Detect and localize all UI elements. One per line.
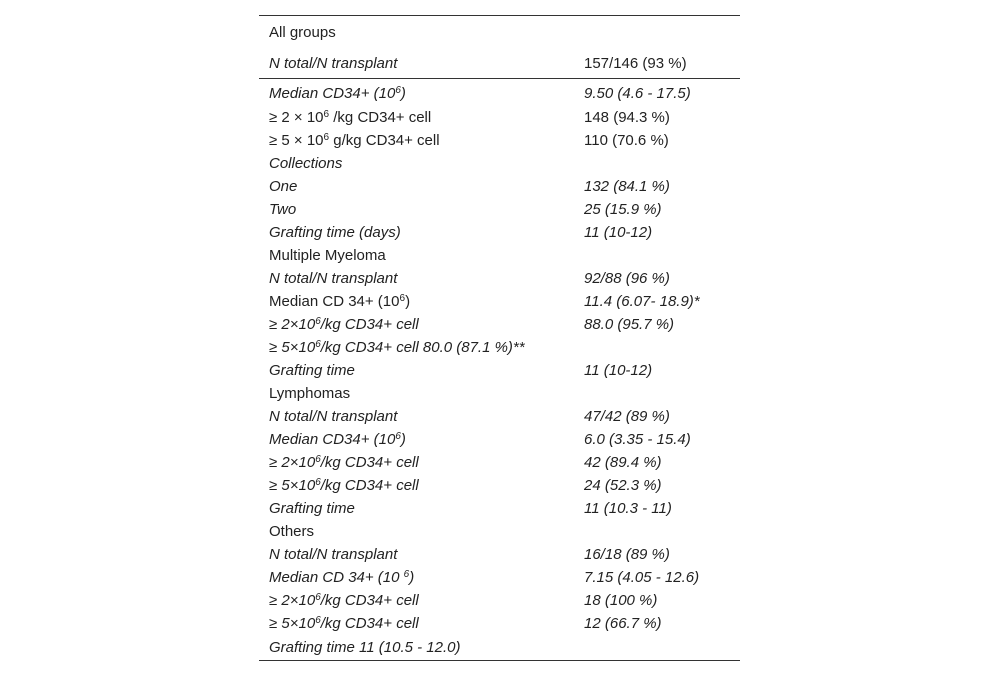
table-row — [259, 451, 740, 474]
row-label: ≥ $5\times 10^6/kg$ CD34+ cell — [269, 477, 419, 494]
table-row — [259, 152, 740, 175]
row-label: One — [269, 178, 298, 195]
table-row — [259, 359, 740, 382]
section-label: Lymphomas — [269, 385, 351, 402]
row-value: 16/18 (89 %) — [584, 546, 670, 563]
row-label: Median $CD34+ (10^6)$ — [269, 85, 406, 102]
header-label: All groups — [269, 23, 336, 41]
row-value: 88.0 (95.7 %) — [584, 316, 675, 333]
row-label: N total/N transplant — [269, 408, 398, 425]
row-value: 132 (84.1 %) — [584, 178, 670, 195]
row-label: Grafting time 11 (10.5 - 12.0) — [269, 639, 461, 656]
row-value: 6.0 (3.35 - 15.4) — [584, 431, 691, 448]
row-label: ≥ $5 \times 10^6$ g/kg CD34+ cell — [269, 132, 440, 149]
row-label: ≥ $2\times 10^6/kg$ CD34+ cell — [269, 454, 419, 471]
table-row — [259, 313, 740, 336]
row-value — [574, 244, 740, 267]
table-row — [259, 497, 740, 520]
row-label: ≥ $2\times 10^6/kg$ CD34+ cell — [269, 316, 419, 333]
row-value — [574, 382, 740, 405]
table-row — [259, 405, 740, 428]
section-label: Multiple Myeloma — [269, 247, 386, 264]
table-row — [259, 543, 740, 566]
table-row — [259, 635, 740, 660]
table-row — [259, 566, 740, 589]
row-value: 7.15 (4.05 - 12.6) — [584, 569, 700, 586]
table-header-row — [259, 16, 740, 48]
table-row — [259, 79, 740, 107]
row-label: ≥ $2\times 10^6/kg$ CD34+ cell — [269, 592, 419, 609]
results-table — [259, 15, 740, 661]
row-value: 25 (15.9 %) — [584, 201, 662, 218]
row-label: Two — [269, 201, 297, 218]
table-row — [259, 221, 740, 244]
row-value: 42 (89.4 %) — [584, 454, 662, 471]
table-row — [259, 290, 740, 313]
row-value: 110 (70.6 %) — [584, 132, 669, 149]
row-label: ≥ $5\times 10^6/kg$ CD34+ cell 80.0 (87.1 %)** — [269, 339, 525, 356]
row-value: 11 (10-12) — [584, 362, 653, 379]
table-row — [259, 106, 740, 129]
table-row — [259, 175, 740, 198]
header-label: N total/N transplant — [259, 48, 574, 79]
results-table-grid — [259, 16, 740, 660]
section-label: Others — [269, 523, 315, 540]
row-value: 24 (52.3 %) — [584, 477, 662, 494]
row-value: 92/88 (96 %) — [584, 270, 670, 287]
row-value: 18 (100 %) — [584, 592, 658, 609]
row-label: ≥ $2 \times 10^6$ /kg CD34+ cell — [269, 109, 432, 126]
table-header-row — [259, 48, 740, 79]
row-value: 47/42 (89 %) — [584, 408, 670, 425]
table-row — [259, 336, 740, 359]
table-row — [259, 267, 740, 290]
row-label: Grafting time — [269, 362, 355, 379]
row-value: 148 (94.3 %) — [584, 109, 670, 126]
row-label: N total/N transplant — [269, 546, 398, 563]
row-label: Grafting time (days) — [269, 224, 401, 241]
row-value: 11 (10.3 - 11) — [584, 500, 672, 517]
row-label: Median CD $34+ (10^6)$ — [269, 293, 411, 310]
table-row — [259, 612, 740, 635]
row-value — [574, 520, 740, 543]
table-row — [259, 589, 740, 612]
row-value: 11.4 (6.07- 18.9)* — [584, 293, 700, 310]
row-value — [574, 152, 740, 175]
table-row — [259, 129, 740, 152]
header-value: 157/146 (93 %) — [574, 48, 740, 79]
table-row — [259, 474, 740, 497]
row-label: Median CD 34+ (10 $^6$) — [269, 569, 415, 586]
table-row — [259, 198, 740, 221]
table-section-row — [259, 382, 740, 405]
table-section-row — [259, 244, 740, 267]
row-label: Median $CD34+ (10^6)$ — [269, 431, 406, 448]
table-section-row — [259, 520, 740, 543]
row-label: ≥ $5\times 10^6/kg$ CD34+ cell — [269, 615, 419, 632]
header-value — [574, 16, 740, 48]
row-value: 12 (66.7 %) — [584, 615, 662, 632]
row-value: 9.50 (4.6 - 17.5) — [584, 85, 691, 102]
row-label: Grafting time — [269, 500, 355, 517]
table-row — [259, 428, 740, 451]
row-value: 11 (10-12) — [584, 224, 653, 241]
row-label: Collections — [269, 155, 343, 172]
row-label: N total/N transplant — [269, 270, 398, 287]
